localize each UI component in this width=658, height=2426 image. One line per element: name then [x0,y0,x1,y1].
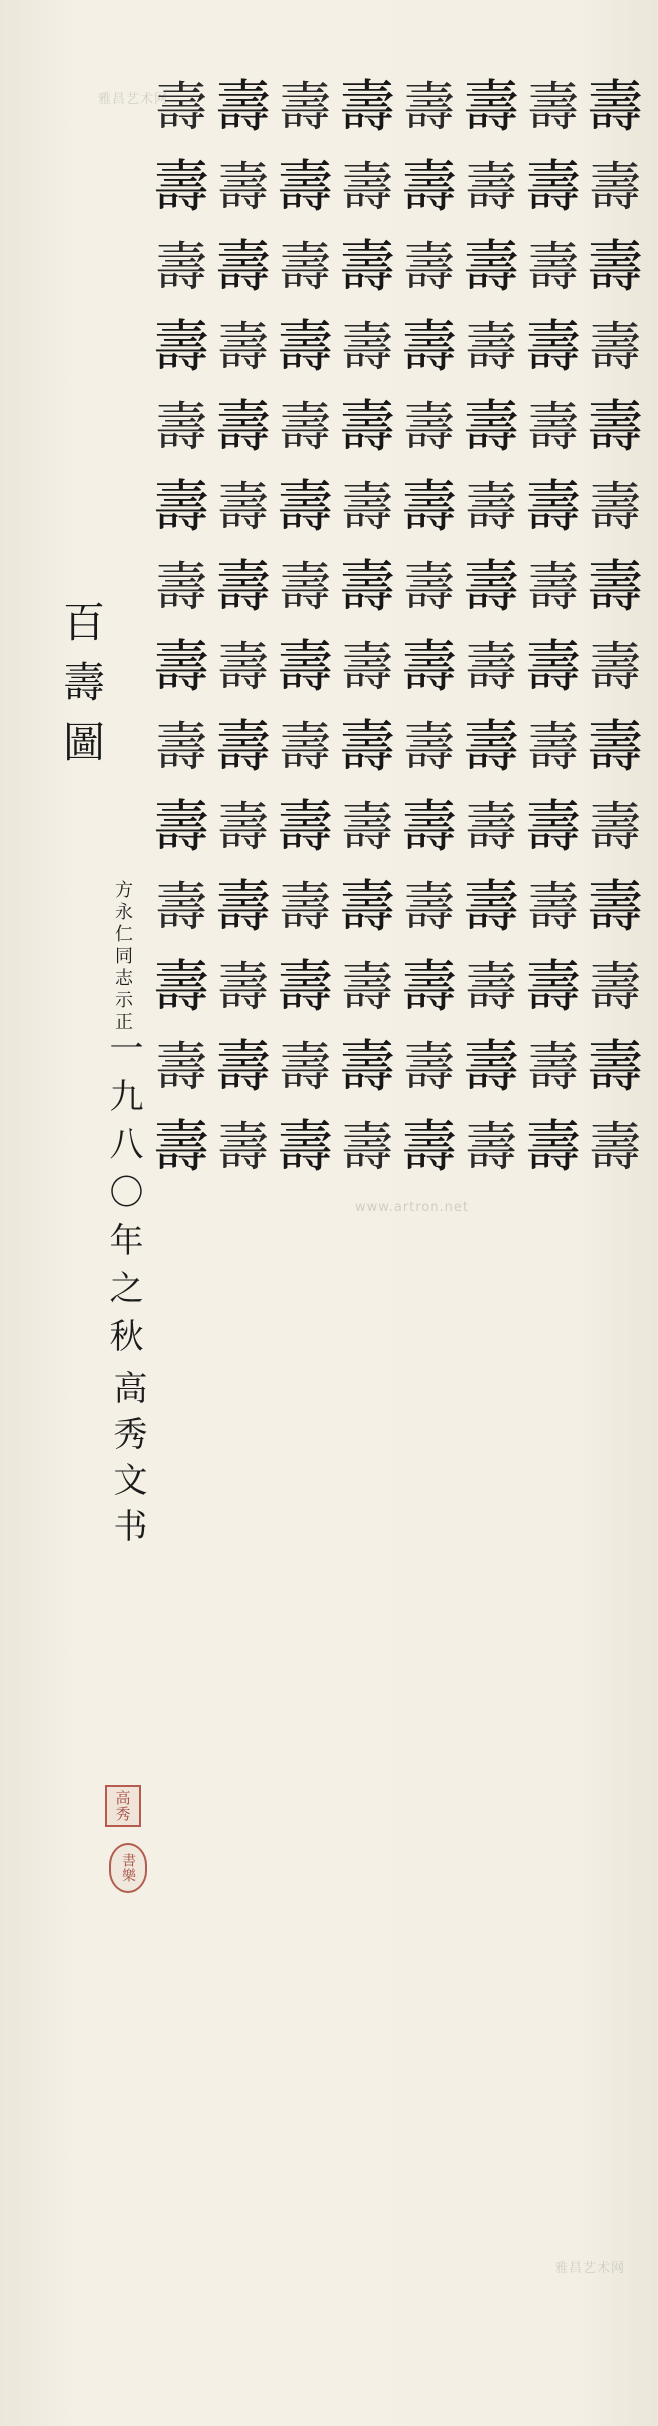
shou-glyph: 壽 [463,235,519,300]
shou-glyph: 壽 [277,635,333,700]
shou-glyph: 壽 [277,795,333,860]
square-seal-text: 高秀 [113,1790,132,1822]
shou-glyph: 壽 [278,78,331,138]
shou-glyph: 壽 [340,478,393,538]
watermark-url: www.artron.net [355,1200,469,1215]
shou-glyph: 壽 [463,715,519,780]
shou-glyph: 壽 [216,798,269,858]
glyph-column-6 [275,70,335,2355]
shou-glyph: 壽 [526,398,579,458]
shou-glyph: 壽 [587,555,643,620]
shou-glyph: 壽 [277,1115,333,1180]
glyph-column-2 [523,70,583,2355]
shou-glyph: 壽 [153,475,209,540]
shou-glyph: 壽 [216,318,269,378]
glyph-column-8 [151,70,211,2355]
seal-script-grid [140,70,645,2355]
shou-glyph: 壽 [588,318,641,378]
shou-glyph: 壽 [588,638,641,698]
shou-glyph: 壽 [215,715,271,780]
shou-glyph: 壽 [402,238,455,298]
shou-glyph: 壽 [340,1118,393,1178]
dedication-note: 方永仁同志示正 [112,880,133,1034]
shou-glyph: 壽 [402,718,455,778]
oval-seal-text: 書樂 [120,1853,136,1883]
shou-glyph: 壽 [153,1115,209,1180]
shou-glyph: 壽 [525,795,581,860]
shou-glyph: 壽 [401,1115,457,1180]
shou-glyph: 壽 [525,475,581,540]
glyph-column-3 [461,70,521,2355]
shou-glyph: 壽 [464,158,517,218]
shou-glyph: 壽 [339,75,395,140]
shou-glyph: 壽 [401,475,457,540]
shou-glyph: 壽 [525,155,581,220]
shou-glyph: 壽 [402,1038,455,1098]
shou-glyph: 壽 [526,78,579,138]
glyph-column-1 [585,70,645,2355]
shou-glyph: 壽 [401,955,457,1020]
shou-glyph: 壽 [215,555,271,620]
shou-glyph: 壽 [464,478,517,538]
shou-glyph: 壽 [588,158,641,218]
shou-glyph: 壽 [153,795,209,860]
shou-glyph: 壽 [401,155,457,220]
shou-glyph: 壽 [402,878,455,938]
square-seal [105,1785,141,1827]
glyph-column-7 [213,70,273,2355]
shou-glyph: 壽 [587,715,643,780]
shou-glyph: 壽 [278,238,331,298]
shou-glyph: 壽 [339,875,395,940]
shou-glyph: 壽 [277,955,333,1020]
shou-glyph: 壽 [154,398,207,458]
shou-glyph: 壽 [216,158,269,218]
shou-glyph: 壽 [154,78,207,138]
shou-glyph: 壽 [277,475,333,540]
shou-glyph: 壽 [154,1038,207,1098]
inscription-block [57,600,147,1883]
shou-glyph: 壽 [215,875,271,940]
shou-glyph: 壽 [526,1038,579,1098]
shou-glyph: 壽 [588,958,641,1018]
shou-glyph: 壽 [402,558,455,618]
shou-glyph: 壽 [215,235,271,300]
shou-glyph: 壽 [526,878,579,938]
shou-glyph: 壽 [153,635,209,700]
shou-glyph: 壽 [340,958,393,1018]
shou-glyph: 壽 [587,875,643,940]
title-inscription: 百壽圖 [57,600,106,780]
shou-glyph: 壽 [339,1035,395,1100]
shou-glyph: 壽 [154,718,207,778]
shou-glyph: 壽 [215,75,271,140]
shou-glyph: 壽 [464,318,517,378]
shou-glyph: 壽 [340,798,393,858]
shou-glyph: 壽 [154,878,207,938]
shou-glyph: 壽 [278,558,331,618]
shou-glyph: 壽 [153,315,209,380]
shou-glyph: 壽 [402,398,455,458]
shou-glyph: 壽 [339,715,395,780]
date-inscription: 一九八〇年之秋 [103,1030,143,1366]
shou-glyph: 壽 [278,1038,331,1098]
shou-glyph: 壽 [340,638,393,698]
shou-glyph: 壽 [587,1035,643,1100]
shou-glyph: 壽 [340,158,393,218]
shou-glyph: 壽 [525,1115,581,1180]
glyph-column-5 [337,70,397,2355]
shou-glyph: 壽 [588,1118,641,1178]
shou-glyph: 壽 [587,75,643,140]
shou-glyph: 壽 [277,155,333,220]
shou-glyph: 壽 [401,795,457,860]
oval-seal [109,1843,147,1893]
shou-glyph: 壽 [463,395,519,460]
shou-glyph: 壽 [464,1118,517,1178]
shou-glyph: 壽 [588,478,641,538]
shou-glyph: 壽 [463,555,519,620]
shou-glyph: 壽 [463,1035,519,1100]
shou-glyph: 壽 [402,78,455,138]
shou-glyph: 壽 [154,238,207,298]
shou-glyph: 壽 [463,75,519,140]
shou-glyph: 壽 [526,238,579,298]
watermark-text: 雅昌艺术网 [98,92,169,107]
shou-glyph: 壽 [215,395,271,460]
shou-glyph: 壽 [526,558,579,618]
shou-glyph: 壽 [464,798,517,858]
shou-glyph: 壽 [153,155,209,220]
shou-glyph: 壽 [216,478,269,538]
artist-signature: 高秀文书 [107,1370,147,1554]
shou-glyph: 壽 [340,318,393,378]
shou-glyph: 壽 [339,555,395,620]
shou-glyph: 壽 [525,635,581,700]
shou-glyph: 壽 [588,798,641,858]
shou-glyph: 壽 [525,315,581,380]
shou-glyph: 壽 [525,955,581,1020]
shou-glyph: 壽 [216,958,269,1018]
shou-glyph: 壽 [216,1118,269,1178]
shou-glyph: 壽 [277,315,333,380]
shou-glyph: 壽 [587,235,643,300]
shou-glyph: 壽 [526,718,579,778]
shou-glyph: 壽 [463,875,519,940]
shou-glyph: 壽 [215,1035,271,1100]
shou-glyph: 壽 [464,638,517,698]
shou-glyph: 壽 [216,638,269,698]
shou-glyph: 壽 [401,315,457,380]
glyph-column-4 [399,70,459,2355]
shou-glyph: 壽 [154,558,207,618]
shou-glyph: 壽 [153,955,209,1020]
shou-glyph: 壽 [339,235,395,300]
shou-glyph: 壽 [401,635,457,700]
shou-glyph: 壽 [278,718,331,778]
watermark-text-bottom: 雅昌艺术网 [555,2261,626,2276]
shou-glyph: 壽 [278,878,331,938]
shou-glyph: 壽 [587,395,643,460]
shou-glyph: 壽 [339,395,395,460]
shou-glyph: 壽 [464,958,517,1018]
shou-glyph: 壽 [278,398,331,458]
